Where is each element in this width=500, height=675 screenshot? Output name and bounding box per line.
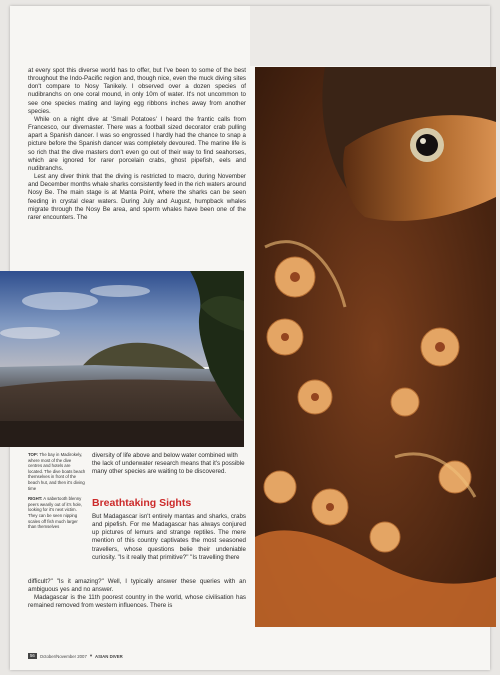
top-band xyxy=(250,6,490,66)
beach-photo xyxy=(0,271,244,447)
caption-right-text: A sabertooth blenny peers wearily out of it's hole, looking for it's next victim. They can be seen nipping scales off fish much larger than themselves xyxy=(28,496,83,530)
triangle-icon: ▾ xyxy=(89,653,93,658)
caption-top-label: TOP: xyxy=(28,452,39,457)
page-footer xyxy=(28,653,123,659)
article-col2-bottom xyxy=(92,513,246,562)
paragraph-1: at every spot this diverse world has to offer, but I've been to some of the best throughout the Indo-Pacific region and, though nice, even the muck diving sites don't compare to Nosy Tanikely. I observed over a dozen species of nudibranchs on one coral mound, in only 10m of water. It's not uncommon to see one species mating and laying egg ribbons inches away from another species. xyxy=(28,67,246,115)
page-number: 56 xyxy=(30,653,35,659)
issue-date: October/November 2007 xyxy=(39,653,87,659)
caption-right xyxy=(28,496,86,530)
article-body-bottom xyxy=(28,578,246,611)
paragraph-breathtaking: But Madagascar isn't entirely mantas and sharks, crabs and pipefish. For me Madagascar has always conjured up pictures of lemurs and strange reptiles. The mere mention of this country captivates the most seasoned travellers, whose questions belie their undeniable curiosity. "Is it really that primitive?" "Is travelling there xyxy=(92,513,246,561)
caption-right-label: RIGHT: xyxy=(28,496,43,502)
article-col2-top: diversity of life above and below water combined with the lack of underwater research means that it's possible many other species are waiting to be discovered. xyxy=(92,452,245,476)
caption-top xyxy=(28,452,86,491)
paragraph-2: While on a night dive at 'Small Potatoes' I heard the frantic calls from Francesco, our divemaster. There was a football sized decorator crab pulling apart a Spanish dancer. I was so engrossed I hardly had the chance to snap a picture before the Spanish dancer was completely devoured. The marine life is so rich that the dive masters don't even go out of their way to find seahorses, which are ignored for rarer porcelain crabs, ghost pipefish, eels and nudibranchs. xyxy=(28,115,246,172)
article-body-top xyxy=(28,67,246,222)
caption-top-text: The bay in Madirokely, where most of the dive centres and hotels are located. The dive boats beach themselves in front of the beach hut, and then it's diving time xyxy=(28,452,86,491)
paragraph-last: Madagascar is the 11th poorest country in the world, whose civilisation has remained removed from western influences. There is xyxy=(28,594,246,610)
photo-captions xyxy=(28,452,86,535)
blenny-reef-photo xyxy=(255,67,496,627)
paragraph-continued: difficult?" "Is it amazing?" Well, I typically answer these queries with an ambiguous yes and no answer. xyxy=(28,578,246,594)
publication-name: ASIAN DIVER xyxy=(95,653,123,659)
paragraph-3: Lest any diver think that the diving is restricted to macro, during November and December months whale sharks consistently feed in the rich waters around Nosy Be. The main stage is at Manta Point, where the sharks can be seen feeding in crystal clear waters. During July and August, humpback whales migrate through the Nosy Be area, and sperm whales have been one of the rarer encounters. The xyxy=(28,173,246,221)
section-heading: Breathtaking Sights xyxy=(92,497,192,509)
